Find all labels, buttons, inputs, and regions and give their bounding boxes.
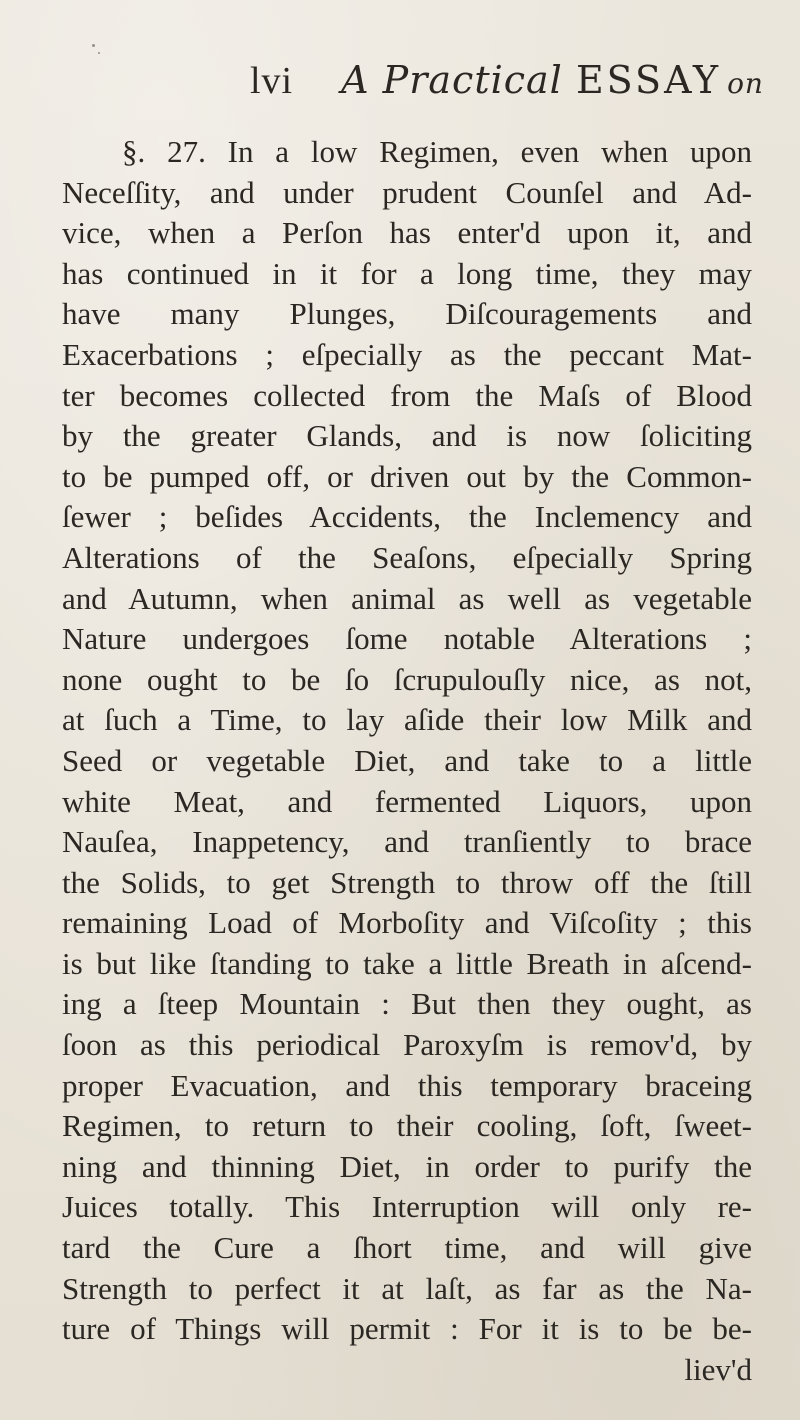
text-line: §. 27. In a low Regimen, even when upon [122,134,752,169]
text-line: at ſuch a Time, to lay aſide their low Milk and [62,702,752,738]
text-line: to be pumped off, or driven out by the Common- [62,458,752,494]
text-line: Alterations of the Seaſons, eſpecially Spring [62,539,752,575]
text-line: Juices totally. This Interruption will only re- [62,1189,752,1225]
text-line: remaining Load of Morboſity and Viſcoſity ; this [62,905,752,941]
text-line: Regimen, to return to their cooling, ſoft, ſweet- [62,1108,752,1144]
text-line: Strength to perfect it at laſt, as far as the Na- [62,1270,752,1306]
text-line: have many Plunges, Diſcouragements and [62,296,752,332]
text-line: none ought to be ſo ſcrupulouſly nice, as not, [62,661,752,697]
page-number: lvi [250,60,294,102]
text-line: has continued in it for a long time, they may [62,255,752,291]
text-line: Neceſſity, and under prudent Counſel and Ad- [62,174,752,210]
ink-speck [98,52,100,54]
text-line: Nauſea, Inappetency, and tranſiently to brace [62,824,752,860]
header-title-italic: A Practical [341,58,563,102]
text-line: ture of Things will permit : For it is to be be- [62,1311,752,1347]
text-line: ing a ſteep Mountain : But then they ought, as [62,986,752,1022]
text-line: tard the Cure a ſhort time, and will give [62,1230,752,1266]
running-header [250,58,764,103]
header-title-caps: ESSAY [575,58,722,102]
text-line: ning and thinning Diet, in order to purify the [62,1148,752,1184]
ink-speck [92,44,95,47]
text-line: by the greater Glands, and is now ſoliciting [62,418,752,454]
catchword: liev'd [684,1351,752,1387]
paragraph [62,132,752,1390]
text-line: is but like ſtanding to take a little Breath in aſcend- [62,945,752,981]
text-line: Exacerbations ; eſpecially as the peccant Mat- [62,336,752,372]
text-line: vice, when a Perſon has enter'd upon it, and [62,215,752,251]
text-line: white Meat, and fermented Liquors, upon [62,783,752,819]
text-line: and Autumn, when animal as well as vegetable [62,580,752,616]
text-line: ſoon as this periodical Paroxyſm is remov'd, by [62,1027,752,1063]
text-line: ſewer ; beſides Accidents, the Inclemency and [62,499,752,535]
text-line: the Solids, to get Strength to throw off the ſtill [62,864,752,900]
text-line: Seed or vegetable Diet, and take to a little [62,742,752,778]
text-line: proper Evacuation, and this temporary braceing [62,1067,752,1103]
header-title-tail: on [727,67,764,100]
text-line: ter becomes collected from the Maſs of Blood [62,377,752,413]
text-line: Nature undergoes ſome notable Alterations ; [62,621,752,657]
